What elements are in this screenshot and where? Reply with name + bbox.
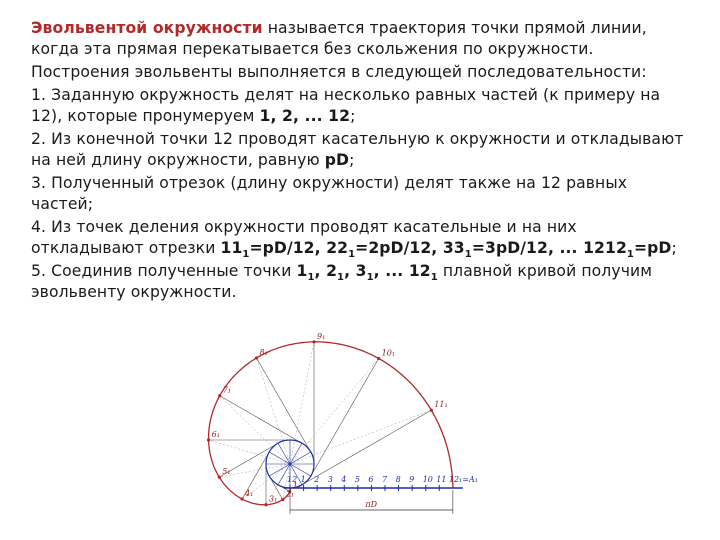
step-1-numbers: 1, 2, ... 12 [259, 107, 351, 125]
curve-point [218, 476, 221, 479]
sequence-intro: Построения эвольвенты выполняется в следующей последовательности: [31, 63, 647, 81]
tangent-segment [256, 358, 310, 452]
baseline-number: 5 [354, 475, 360, 484]
tangent-segment [311, 358, 379, 476]
point-1: 1 [296, 262, 308, 280]
baseline-number: 4 [341, 475, 347, 484]
baseline-end-label: 12₁=A₁ [448, 475, 478, 484]
dimension-label: πD [365, 500, 378, 509]
curve-point-label: 6₁ [211, 430, 220, 439]
dimension-line [290, 490, 453, 514]
baseline-number: 1 [300, 475, 306, 484]
baseline-number: 6 [368, 475, 374, 484]
step-2-pd: pD [324, 151, 350, 169]
step-5-text: 5. Соединив полученные точки [31, 262, 297, 280]
radial-guide [256, 358, 290, 464]
point-12: 12 [408, 262, 431, 280]
baseline-number: 2 [314, 475, 320, 484]
baseline-number: 3 [327, 475, 333, 484]
formula-1-sub: 1 [242, 249, 250, 261]
circle-division-spoke [290, 443, 302, 464]
formula-2-a: 22 [320, 239, 349, 257]
baseline-number: 8 [395, 475, 401, 484]
curve-point-label: 10₁ [381, 348, 396, 358]
formula-3-a: 33 [437, 239, 465, 257]
step-4-text: 4. Из точек деления окружности проводят касательные и на них откладывают отрезки [31, 218, 577, 257]
circle-division-spoke [269, 452, 290, 464]
formula-2-sub: 1 [348, 249, 356, 261]
curve-point-label: 1₁ [292, 481, 302, 491]
baseline-number: 7 [382, 475, 388, 484]
step-5-rest: плавной кривой получим эвольвенту окружности. [31, 262, 653, 301]
point-3-sub: 1 [366, 272, 374, 284]
step-2-text: 2. Из конечной точки 12 проводят касательную к окружности и откладывают на ней длину окружности, равную [31, 130, 684, 169]
curve-point [218, 394, 221, 397]
curve-point [430, 409, 433, 412]
curve-point [207, 438, 210, 441]
formula-4-b: =pD [633, 239, 672, 257]
curve-point [312, 340, 315, 343]
curve-point [264, 503, 267, 506]
step-3: 3. Полученный отрезок (длину окружности) делят также на 12 равных частей; [31, 174, 628, 213]
curve-point [240, 497, 243, 500]
step-2-end: ; [349, 151, 355, 169]
point-2: 2 [326, 262, 338, 280]
curve-point [255, 356, 258, 359]
baseline-number: 10 [422, 475, 433, 484]
definition-text: называется траектория точки прямой линии, когда эта прямая перекатывается без скольжения по окружности. [31, 19, 647, 58]
baseline-number: 12 [287, 475, 298, 484]
point-12-sub: 1 [430, 272, 438, 284]
radial-guide [290, 410, 431, 464]
step-1-text: 1. Заданную окружность делят на несколько равных частей (к примеру на 12), которые пронумеруем [31, 86, 661, 125]
formula-4-sub: 1 [626, 249, 634, 261]
formula-4-a: 1212 [577, 239, 627, 257]
formula-1-b: =pD/12, [249, 239, 321, 257]
point-2-sub: 1 [337, 272, 345, 284]
curve-point-label: 9₁ [317, 331, 326, 341]
step-1-end: ; [350, 107, 356, 125]
curve-point-label: 2₁ [285, 489, 295, 499]
baseline-number: 11 [436, 475, 447, 484]
tangent-segment [302, 410, 431, 485]
curve-point-label: 5₁ [222, 467, 231, 477]
formula-3-b: =3pD/12, ... [471, 239, 578, 257]
curve-point-label: 3₁ [269, 494, 278, 504]
radial-guide [290, 342, 314, 464]
point-3: 3 [355, 262, 367, 280]
curve-point-label: 4₁ [245, 489, 254, 499]
sep-1: , [314, 262, 327, 280]
formula-2-b: =2pD/12, [355, 239, 438, 257]
point-1-sub: 1 [307, 272, 315, 284]
term-involute: Эвольвентой окружности [31, 19, 263, 37]
curve-point [377, 357, 380, 360]
circle-division-spoke [278, 443, 290, 464]
baseline-number: 9 [409, 475, 415, 484]
step-4-end: ; [671, 239, 677, 257]
formula-3-sub: 1 [464, 249, 472, 261]
curve-point-label: 11₁ [434, 400, 448, 410]
baseline-axis [284, 475, 478, 491]
circle-division-spoke [290, 452, 311, 464]
formula-1-a: 11 [220, 239, 243, 257]
curve-point-label: 7₁ [222, 385, 232, 395]
tangent-segment [220, 396, 302, 444]
curve-point-label: 8₁ [259, 347, 268, 357]
sep-2: , [344, 262, 356, 280]
sep-3: , ... [373, 262, 409, 280]
curve-point [281, 498, 284, 501]
